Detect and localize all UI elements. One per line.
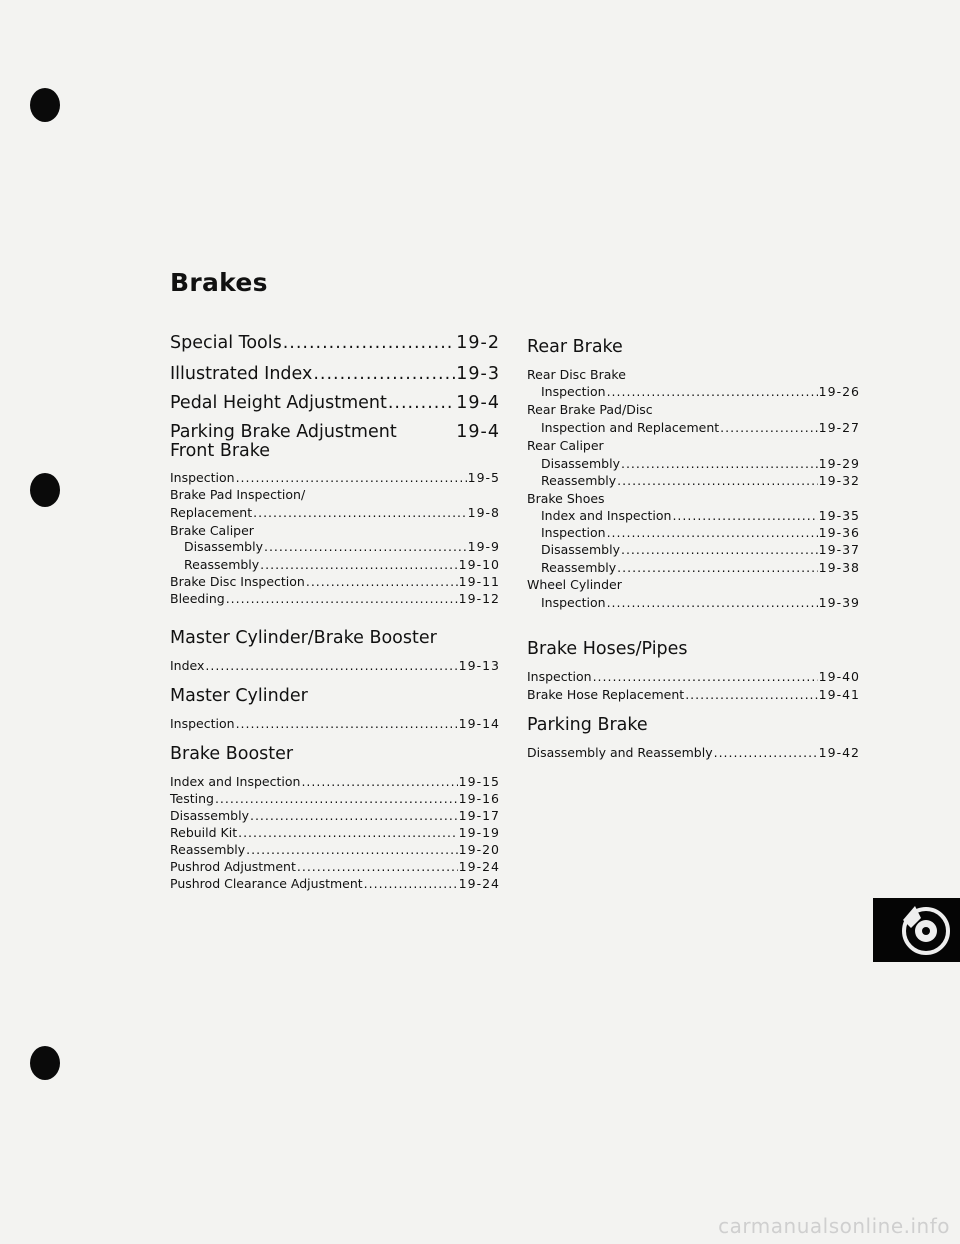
toc-entry [170, 505, 500, 520]
entry-label: Pedal Height Adjustment [170, 393, 387, 413]
entry-page: 19-11 [458, 574, 500, 589]
section-heading: Rear Brake [527, 337, 623, 357]
dot-leader [283, 333, 456, 353]
entry-label: Inspection [170, 470, 235, 485]
toc-entry [541, 508, 860, 523]
entry-page: 19-29 [818, 456, 860, 471]
entry-page: 19-3 [456, 364, 500, 384]
toc-entry [170, 591, 500, 606]
toc-entry [170, 658, 500, 673]
section-heading: Parking Brake [527, 715, 648, 735]
binder-hole [30, 88, 60, 122]
entry-label: Illustrated Index [170, 364, 313, 384]
watermark: carmanualsonline.info [718, 1214, 950, 1238]
dot-leader [236, 716, 458, 731]
dot-leader [301, 774, 457, 789]
section-heading: Brake Hoses/Pipes [527, 639, 688, 659]
entry-page: 19-10 [458, 557, 500, 572]
dot-leader [607, 525, 818, 540]
section-heading: Front Brake [170, 441, 271, 461]
dot-leader [720, 420, 818, 435]
toc-entry [184, 557, 500, 572]
dot-leader [388, 393, 455, 413]
entry-page: 19-4 [456, 422, 500, 442]
dot-leader [593, 669, 818, 684]
entry-page: 19-19 [458, 825, 500, 840]
toc-entry [170, 774, 500, 789]
entry-label: Inspection and Replacement [541, 420, 720, 435]
entry-page: 19-17 [458, 808, 500, 823]
subsection-label: Wheel Cylinder [527, 577, 622, 592]
toc-entry [170, 574, 500, 589]
entry-label: Inspection [527, 669, 592, 684]
dot-leader [260, 557, 458, 572]
entry-page: 19-14 [458, 716, 500, 731]
entry-page: 19-39 [818, 595, 860, 610]
toc-entry [170, 333, 500, 353]
toc-entry [541, 473, 860, 488]
entry-label: Disassembly [184, 539, 263, 554]
entry-page: 19-20 [458, 842, 500, 857]
toc-entry [541, 560, 860, 575]
subsection-label: Rear Brake Pad/Disc [527, 402, 653, 417]
entry-label: Disassembly [541, 542, 620, 557]
toc-entry [170, 470, 500, 485]
entry-label: Rebuild Kit [170, 825, 238, 840]
entry-page: 19-26 [818, 384, 860, 399]
entry-page: 19-41 [818, 687, 860, 702]
entry-page: 19-9 [467, 539, 500, 554]
subsection-label: Brake Shoes [527, 491, 605, 506]
dot-leader [685, 687, 817, 702]
entry-label: Special Tools [170, 333, 282, 353]
toc-entry [527, 745, 860, 760]
toc-entry [170, 842, 500, 857]
dot-leader [246, 842, 458, 857]
entry-page: 19-4 [456, 393, 500, 413]
binder-hole [30, 473, 60, 507]
dot-leader [297, 859, 458, 874]
subsection-label: Rear Caliper [527, 438, 604, 453]
toc-entry [170, 393, 500, 413]
dot-leader [672, 508, 817, 523]
toc-entry [541, 384, 860, 399]
entry-page: 19-32 [818, 473, 860, 488]
dot-leader [253, 505, 466, 520]
dot-leader [238, 825, 458, 840]
subsection-label: Rear Disc Brake [527, 367, 626, 382]
toc-entry [541, 525, 860, 540]
section-heading: Brake Booster [170, 744, 294, 764]
entry-label: Brake Hose Replacement [527, 687, 685, 702]
entry-label: Reassembly [170, 842, 246, 857]
dot-leader [607, 384, 818, 399]
entry-label: Parking Brake Adjustment [170, 422, 397, 442]
entry-page: 19-37 [818, 542, 860, 557]
entry-page: 19-12 [458, 591, 500, 606]
toc-entry [541, 595, 860, 610]
entry-label: Index and Inspection [170, 774, 301, 789]
entry-page: 19-24 [458, 859, 500, 874]
entry-page: 19-8 [467, 505, 500, 520]
dot-leader [617, 560, 818, 575]
toc-entry [541, 420, 860, 435]
entry-page: 19-38 [818, 560, 860, 575]
entry-label: Replacement [170, 505, 253, 520]
page-title: Brakes [170, 268, 268, 297]
dot-leader [264, 539, 467, 554]
dot-leader [607, 595, 818, 610]
brake-disc-icon [873, 898, 960, 962]
toc-entry [170, 825, 500, 840]
dot-leader [313, 364, 455, 384]
entry-label: Pushrod Adjustment [170, 859, 296, 874]
entry-label: Index [170, 658, 205, 673]
dot-leader [226, 591, 458, 606]
section-heading: Master Cylinder/Brake Booster [170, 628, 437, 648]
section-tab [873, 898, 960, 962]
entry-page: 19-24 [458, 876, 500, 891]
entry-page: 19-13 [458, 658, 500, 673]
toc-entry [184, 539, 500, 554]
entry-page: 19-35 [818, 508, 860, 523]
toc-entry [527, 669, 860, 684]
toc-entry [527, 687, 860, 702]
dot-leader [236, 470, 467, 485]
entry-label: Index and Inspection [541, 508, 672, 523]
entry-label: Inspection [541, 384, 606, 399]
toc-entry [170, 422, 500, 442]
toc-entry [170, 859, 500, 874]
subsection-label: Brake Caliper [170, 523, 254, 538]
entry-page: 19-36 [818, 525, 860, 540]
entry-page: 19-5 [467, 470, 500, 485]
entry-label: Inspection [170, 716, 235, 731]
entry-label: Brake Disc Inspection [170, 574, 305, 589]
binder-hole [30, 1046, 60, 1080]
toc-entry [170, 876, 500, 891]
entry-label: Pushrod Clearance Adjustment [170, 876, 363, 891]
entry-label: Disassembly and Reassembly [527, 745, 713, 760]
entry-page: 19-15 [458, 774, 500, 789]
dot-leader [215, 791, 458, 806]
dot-leader [364, 876, 458, 891]
dot-leader [617, 473, 818, 488]
entry-label: Bleeding [170, 591, 225, 606]
entry-label: Reassembly [541, 560, 617, 575]
entry-page: 19-42 [818, 745, 860, 760]
entry-label: Inspection [541, 595, 606, 610]
dot-leader [714, 745, 818, 760]
toc-entry [541, 456, 860, 471]
toc-entry [170, 364, 500, 384]
entry-label: Reassembly [541, 473, 617, 488]
toc-entry [170, 791, 500, 806]
subsection-label: Brake Pad Inspection/ [170, 487, 306, 502]
toc-entry [170, 716, 500, 731]
toc-entry [170, 808, 500, 823]
dot-leader [621, 456, 818, 471]
entry-label: Reassembly [184, 557, 260, 572]
entry-label: Inspection [541, 525, 606, 540]
entry-label: Disassembly [541, 456, 620, 471]
section-heading: Master Cylinder [170, 686, 308, 706]
dot-leader [306, 574, 458, 589]
entry-page: 19-2 [456, 333, 500, 353]
entry-page: 19-16 [458, 791, 500, 806]
entry-label: Disassembly [170, 808, 249, 823]
dot-leader [205, 658, 457, 673]
toc-entry [541, 542, 860, 557]
entry-page: 19-27 [818, 420, 860, 435]
dot-leader [250, 808, 458, 823]
entry-page: 19-40 [818, 669, 860, 684]
entry-label: Testing [170, 791, 214, 806]
dot-leader [621, 542, 818, 557]
